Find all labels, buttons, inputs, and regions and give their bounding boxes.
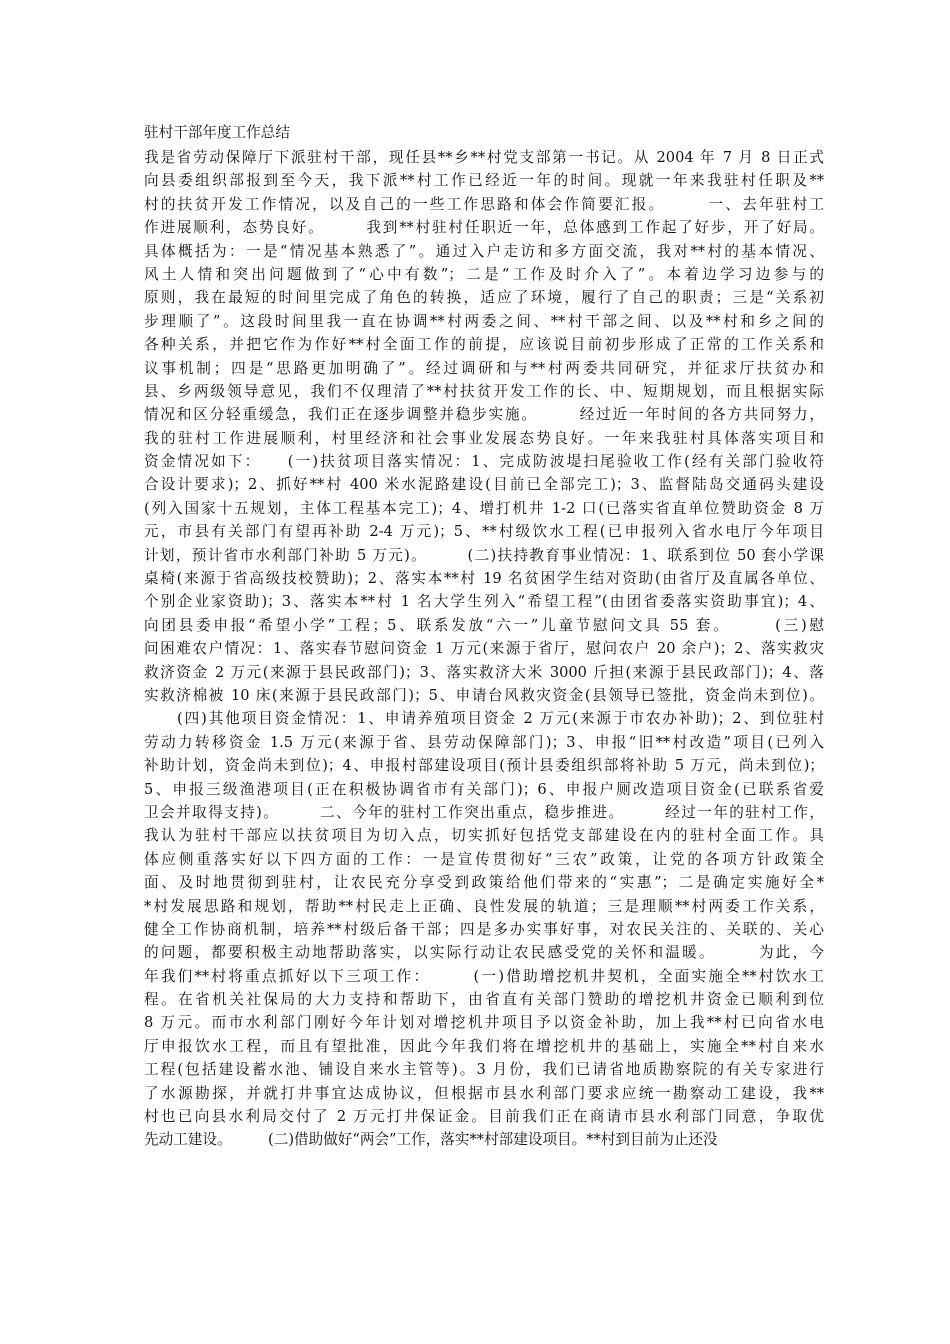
body-line: 了水源勘探，并就打井事宜达成协议，但根据市县水利部门要求应统一勘察动工建设，我** [144,1084,824,1102]
body-line: 程。在省机关社保局的大力支持和帮助下，由省直有关部门赞助的增挖机井资金已顺利到位 [144,991,824,1009]
body-line: 具体概括为：一是“情况基本熟悉了”。通过入户走访和多方面交流，我对**村的基本情况、 [144,242,824,260]
body-line: 的问题，都要积极主动地帮助落实，以实际行动让农民感受党的关怀和温暖。 为此，今 [144,944,824,962]
body-line: 体应侧重落实好以下四方面的工作：一是宣传贯彻好“三农”政策，让党的各项方针政策全 [144,850,824,868]
body-line: 先动工建设。 (二)借助做好“两会”工作，落实**村部建设项目。**村到目前为止还没 [144,1131,718,1149]
body-line: (列入国家十五规划，主体工程基本完工)；4、增打机井 1-2 口(已落实省直单位赞助资金 8 万 [144,499,824,517]
body-line: 面、及时地贯彻到驻村，让农民充分享受到政策给他们带来的“实惠”；二是确定实施好全* [144,874,824,892]
body-line: 元，市县有关部门有望再补助 2-4 万元)；5、**村级饮水工程(已申报列入省水电厅今年项目 [144,523,824,541]
document-title: 驻村干部年度工作总结 [144,124,290,141]
body-line: 实救济棉被 10 床(来源于县民政部门)；5、申请台风救灾资金(县领导已签批，资金尚未到位)。 [144,686,824,704]
body-line: 步理顺了”。这段时间里我一直在协调**村两委之间、**村干部之间、以及**村和乡之间的 [144,312,824,330]
body-line: 风土人情和突出问题做到了“心中有数”；二是“工作及时介入了”。本着边学习边参与的 [144,265,824,283]
body-line: 年我们**村将重点抓好以下三项工作： (一)借助增挖机井契机，全面实施全**村饮水工 [144,967,824,985]
body-line: 我是省劳动保障厅下派驻村干部，现任县**乡**村党支部第一书记。从 2004 年 7 月 8 日正式 [144,149,824,166]
body-line: 我认为驻村干部应以扶贫项目为切入点，切实抓好包括党支部建设在内的驻村全面工作。具 [144,827,824,845]
body-line: 县、乡两级领导意见，我们不仅理清了**村扶贫开发工作的长、中、短期规划，而且根据实际 [144,382,824,400]
body-line: 作进展顺利，态势良好。 我到**村驻村任职近一年，总体感到工作起了好步，开了好局。 [144,219,824,237]
body-line: 劳动力转移资金 1.5 万元(来源于省、县劳动保障部门)；3、申报“旧**村改造”项目(已列入 [144,733,824,751]
document-body [144,146,824,1152]
body-line: 救济资金 2 万元(来源于县民政部门)；3、落实救济大米 3000 斤担(来源于县民政部门)；4、落 [144,663,824,681]
body-line: (四)其他项目资金情况：1、申请养殖项目资金 2 万元(来源于市农办补助)；2、到位驻村 [144,710,824,728]
body-line: 8 万元。而市水利部门刚好今年计划对增挖机井项目予以资金补助，加上我**村已向省水电 [144,1014,824,1032]
body-line: 原则，我在最短的时间里完成了角色的转换，适应了环境，履行了自己的职责；三是“关系初 [144,289,824,307]
body-line: 桌椅(来源于省高级技校赞助)；2、落实本**村 19 名贫困学生结对资助(由省厅及直属各单位、 [144,570,824,588]
body-line: 健全工作协商机制，培养**村级后备干部；四是多办实事好事，对农民关注的、关联的、关心 [144,920,824,938]
body-line: 各种关系，并把它作为作好**村全面工作的前提，应该说目前初步形成了正常的工作关系和 [144,336,824,354]
body-line: 计划，预计省市水利部门补助 5 万元)。 (二)扶持教育事业情况：1、联系到位 50 套小学课 [144,546,824,564]
body-line: 我的驻村工作进展顺利，村里经济和社会事业发展态势良好。一年来我驻村具体落实项目和 [144,429,824,447]
body-line: 工程(包括建设蓄水池、铺设自来水主管等)。3 月份，我们已请省地质勘察院的有关专家进行 [144,1061,824,1079]
body-line: 个别企业家资助)；3、落实本**村 1 名大学生列入“希望工程”(由团省委落实资助事宜)；4、 [144,593,824,611]
body-line: 向团县委申报“希望小学”工程；5、联系发放“六一”儿童节慰问文具 55 套。 (三)慰 [144,616,824,634]
body-line: 资金情况如下： (一)扶贫项目落实情况：1、完成防波堤扫尾验收工作(经有关部门验收符 [144,453,824,471]
body-line: 议事机制；四是“思路更加明确了”。经过调研和与**村两委共同研究，并征求厅扶贫办和 [144,359,824,377]
body-line: 卫会并取得支持)。 二、今年的驻村工作突出重点，稳步推进。 经过一年的驻村工作， [144,803,824,821]
body-line: 厅申报饮水工程，而且有望批准，因此今年我们将在增挖机井的基础上，实施全**村自来水 [144,1037,824,1055]
body-line: 村也已向县水利局交付了 2 万元打井保证金。目前我们正在商请市县水利部门同意，争取优 [144,1108,824,1126]
body-line: 村的扶贫开发工作情况，以及自己的一些工作思路和体会作简要汇报。 一、去年驻村工 [144,195,824,213]
body-line: *村发展思路和规划，帮助**村民走上正确、良性发展的轨道；三是理顺**村两委工作关系， [144,897,824,915]
body-line: 补助计划，资金尚未到位)；4、申报村部建设项目(预计县委组织部将补助 5 万元，尚未到位)； [144,757,824,775]
body-line: 合设计要求)；2、抓好**村 400 米水泥路建设(目前已全部完工)；3、监督陆岛交通码头建设 [144,476,824,494]
body-line: 问困难农户情况：1、落实春节慰问资金 1 万元(来源于省厅，慰问农户 20 余户)；2、落实救灾 [144,640,824,658]
document-page [144,120,824,1152]
body-line: 情况和区分轻重缓急，我们正在逐步调整并稳步实施。 经过近一年时间的各方共同努力， [144,406,824,424]
body-line: 向县委组织部报到至今天，我下派**村工作已经近一年的时间。现就一年来我驻村任职及** [144,172,824,190]
body-line: 5、申报三级渔港项目(正在积极协调省市有关部门)；6、申报户厕改造项目资金(已联系省爱 [144,780,824,798]
